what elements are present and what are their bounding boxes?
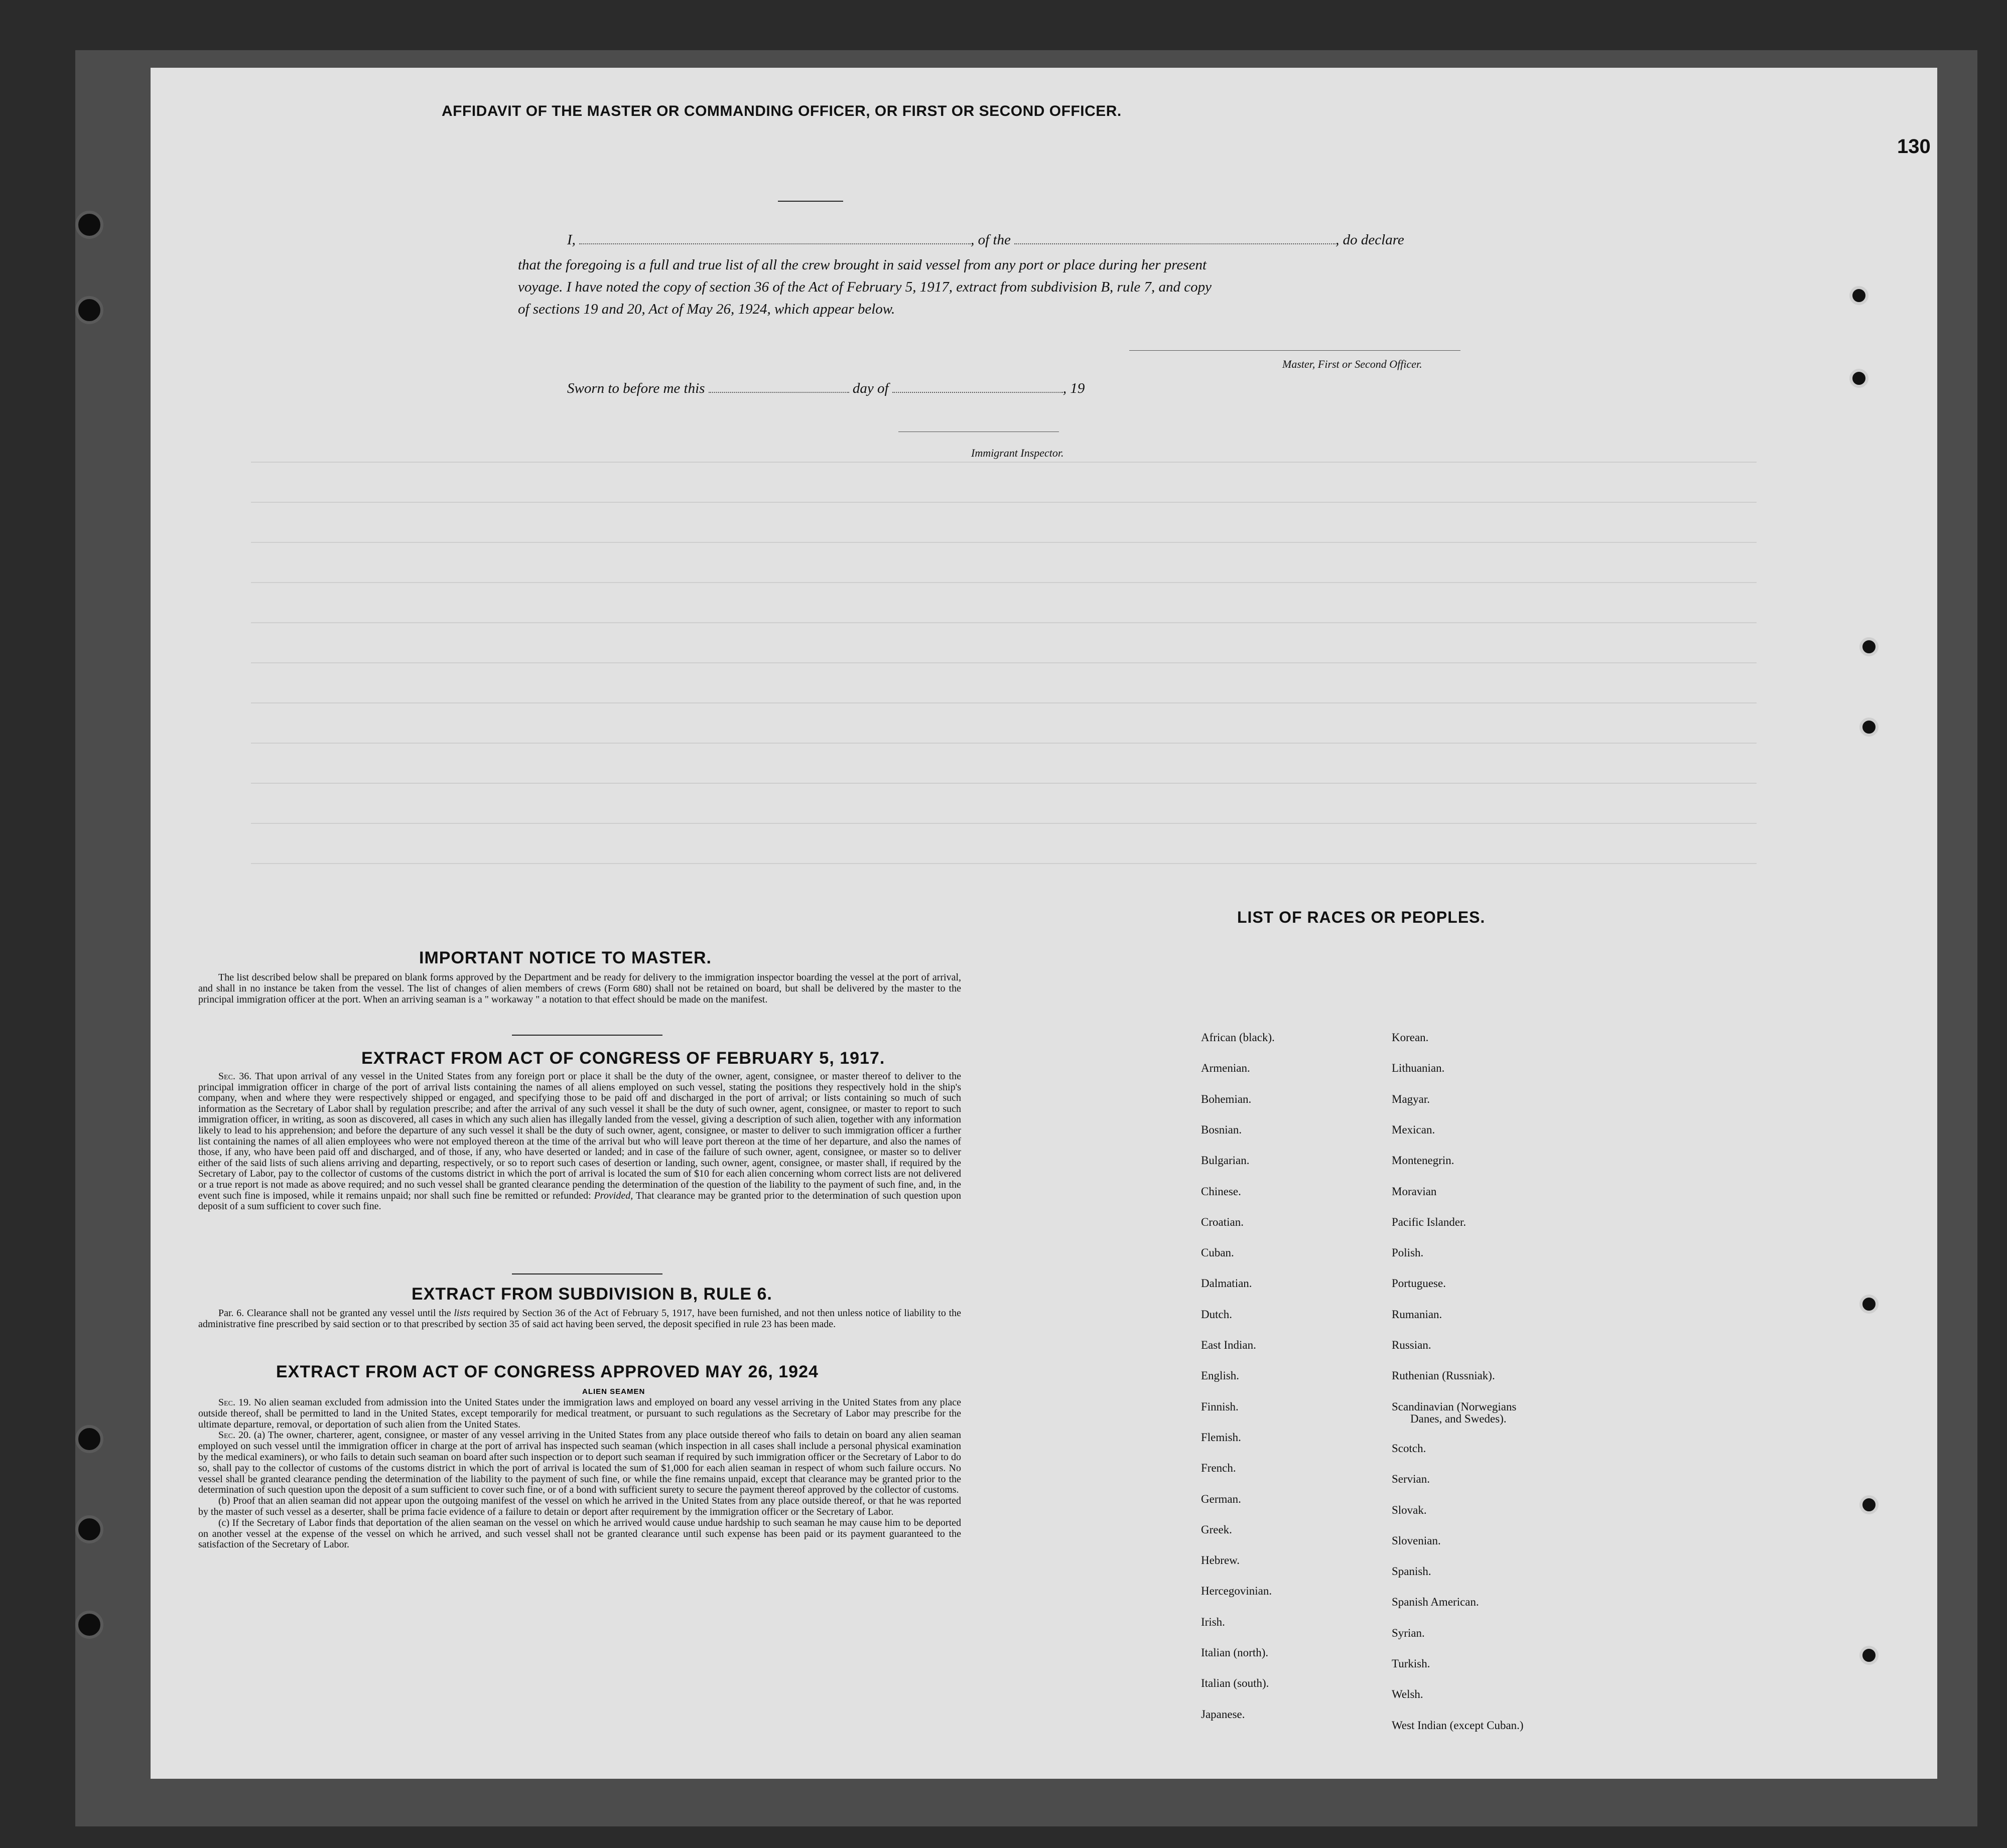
race-item: Portuguese.	[1392, 1277, 1446, 1290]
divider	[778, 201, 843, 202]
sworn-day-of: day of	[852, 380, 889, 396]
day-blank[interactable]	[709, 392, 849, 393]
bleed-through-rule	[251, 863, 1757, 864]
race-item: Mexican.	[1392, 1123, 1435, 1136]
binder-hole	[75, 1611, 103, 1639]
race-item: Ruthenian (Russniak).	[1392, 1369, 1495, 1382]
race-item: Montenegrin.	[1392, 1154, 1454, 1167]
race-item: East Indian.	[1201, 1339, 1256, 1351]
race-item: French.	[1201, 1462, 1236, 1475]
race-item: Moravian	[1392, 1185, 1437, 1198]
affidavit-of-the: , of the	[971, 232, 1011, 248]
race-item: Russian.	[1392, 1339, 1431, 1351]
affidavit-i: I,	[567, 232, 576, 248]
race-item: Japanese.	[1201, 1708, 1245, 1721]
binder-hole	[75, 211, 103, 239]
page-number: 130	[1897, 135, 1931, 158]
affidavit-line-4: of sections 19 and 20, Act of May 26, 1924, which appear below.	[518, 301, 895, 317]
extract-rule6-start: Par. 6. Clearance shall not be granted any vessel until the	[218, 1308, 451, 1319]
race-item: Hebrew.	[1201, 1554, 1240, 1567]
divider	[512, 1273, 662, 1274]
bleed-through-rule	[251, 702, 1757, 703]
race-item: Spanish American.	[1392, 1596, 1479, 1609]
race-item: Rumanian.	[1392, 1308, 1442, 1321]
affidavit-line-2: that the foregoing is a full and true list of all the crew brought in said vessel from any port or place during her present	[518, 257, 1207, 273]
sworn-line	[567, 380, 1085, 397]
race-item: Bulgarian.	[1201, 1154, 1250, 1167]
extract-rule6-title: EXTRACT FROM SUBDIVISION B, RULE 6.	[412, 1285, 772, 1304]
race-item: Slovak.	[1392, 1503, 1427, 1516]
sec20b-paragraph: (b) Proof that an alien seaman did not appear upon the outgoing manifest of the vessel on which he arrived in the United States from any place outside thereof, or that he was reported by the master of such vessel as a deserter, shall be prima facie evidence of a failure to detain or deport after requirement by the immigration officer or the Secretary of Labor.	[198, 1495, 961, 1517]
affidavit-line-1	[567, 232, 1404, 248]
affidavit-line-3: voyage. I have noted the copy of section 36 of the Act of February 5, 1917, extract from subdivision B, rule 7, and copy	[518, 279, 1212, 295]
punch-hole	[1859, 1646, 1879, 1665]
name-blank[interactable]	[579, 243, 971, 244]
race-item: Flemish.	[1201, 1431, 1241, 1444]
signature-blank[interactable]	[1129, 350, 1460, 351]
race-item: English.	[1201, 1369, 1240, 1382]
sworn-start: Sworn to before me this	[567, 380, 705, 396]
sec19-label: Sec. 19.	[218, 1397, 251, 1408]
race-item: Armenian.	[1201, 1062, 1250, 1075]
punch-hole	[1859, 718, 1879, 737]
race-item: Finnish.	[1201, 1400, 1239, 1413]
extract-rule6-text	[198, 1308, 961, 1330]
extract-1924-body	[198, 1397, 961, 1550]
race-item: Scotch.	[1392, 1442, 1426, 1455]
extract-rule6-end: required by Section 36 of the Act of February 5, 1917, have been furnished, and not then unless notice of liability to the administrative fine prescribed by said section or to that prescribed by section 35 of said act having been served, the deposit specified in rule 23 has been made.	[198, 1308, 961, 1330]
punch-hole	[1859, 637, 1879, 656]
punch-hole	[1849, 286, 1868, 305]
race-item: Korean.	[1392, 1031, 1429, 1044]
races-title: LIST OF RACES OR PEOPLES.	[1237, 908, 1486, 926]
signature-label: Master, First or Second Officer.	[1282, 358, 1422, 370]
extract-1917-text	[198, 1071, 961, 1212]
race-item: Greek.	[1201, 1523, 1232, 1536]
race-item: Slovenian.	[1392, 1534, 1441, 1547]
extract-1917-sec: Sec. 36.	[218, 1071, 252, 1082]
extract-rule6-body	[198, 1308, 961, 1330]
race-item: Turkish.	[1392, 1657, 1430, 1670]
race-item: Bohemian.	[1201, 1092, 1252, 1105]
binder-hole	[75, 1425, 103, 1453]
sec20c-paragraph: (c) If the Secretary of Labor finds that deportation of the alien seaman on the vessel on which he arrived would cause undue hardship to such seaman he may cause him to be deported on another vessel at the expense of the vessel on which he arrived, and such vessel shall not be granted clearance until such expense has been paid or its payment guaranteed to the satisfaction of the Secretary of Labor.	[198, 1517, 961, 1550]
sec19-paragraph	[198, 1397, 961, 1430]
race-item: German.	[1201, 1492, 1241, 1505]
binder-hole	[75, 1515, 103, 1543]
sec20a-text: (a) The owner, charterer, agent, consignee, or master of any vessel arriving in the United States from any place outside thereof who fails to detain on board any alien seaman employed on such vessel until the immigration officer in charge at the port of arrival has inspected such seaman (which inspection in all cases shall include a personal physical examination by the medical examiners), or who fails to detain such seaman on board after such inspection or to deport such seaman if required by such immigration officer or the Secretary of Labor to do so, shall pay to the collector of customs of the customs district in which the port of arrival is located the sum of $1,000 for each alien seaman in respect of whom such failure occurs. No vessel shall be granted clearance pending the determination of the liability to the payment of such fine, or while the fine remains unpaid, except that clearance may be granted prior to the determination of such question upon the deposit of a sum sufficient to cover such fine, or of a bond with sufficient surety to secure the payment thereof approved by the collector of customs.	[198, 1430, 961, 1496]
race-item: Polish.	[1392, 1246, 1424, 1259]
race-item: Servian.	[1392, 1473, 1430, 1486]
notice-text: The list described below shall be prepared on blank forms approved by the Department and be ready for delivery to the immigration inspector boarding the vessel at the port of arrival, and shall in no instance be taken from the vessel. The list of changes of alien members of crews (Form 680) shall not be retained on board, but shall be delivered by the master to the principal immigration officer at the port. When an arriving seaman is a " workaway " a notation to that effect should be made on the manifest.	[198, 972, 961, 1005]
race-item: Croatian.	[1201, 1215, 1244, 1228]
affidavit-title: AFFIDAVIT OF THE MASTER OR COMMANDING OFFICER, OR FIRST OR SECOND OFFICER.	[442, 103, 1122, 119]
sec20a-paragraph	[198, 1430, 961, 1496]
race-item: Irish.	[1201, 1615, 1225, 1628]
sworn-year: , 19	[1062, 380, 1085, 396]
notice-body	[198, 972, 961, 1005]
extract-1917-end: That clearance may be granted prior to the determination of such question upon deposit of a sum sufficient to cover such fine.	[198, 1190, 962, 1212]
binder-hole	[75, 296, 103, 324]
punch-hole	[1859, 1295, 1879, 1314]
bleed-through-rule	[251, 502, 1757, 503]
extract-1917-provided: Provided,	[594, 1190, 633, 1201]
race-item: Bosnian.	[1201, 1123, 1242, 1136]
bleed-through-rule	[251, 582, 1757, 583]
divider	[512, 1035, 662, 1036]
race-item: Welsh.	[1392, 1688, 1423, 1701]
race-scandinavian-cont: Danes, and Swedes).	[1410, 1412, 1507, 1425]
bleed-through-rule	[251, 823, 1757, 824]
sec19-text: No alien seaman excluded from admission into the United States under the immigration laws and employed on board any vessel arriving in the United States from any place outside thereof, shall be permitted to land in the United States, except temporarily for medical treatment, or pursuant to such regulations as the Secretary of Labor may prescribe for the ultimate departure, removal, or deportation of such alien from the United States.	[198, 1397, 961, 1430]
extract-1924-title: EXTRACT FROM ACT OF CONGRESS APPROVED MAY 26, 1924	[276, 1362, 819, 1381]
race-item: Lithuanian.	[1392, 1062, 1445, 1075]
race-item: Dutch.	[1201, 1308, 1232, 1321]
affidavit-declare: , do declare	[1335, 232, 1404, 248]
race-item: African (black).	[1201, 1031, 1275, 1044]
bleed-through-rule	[251, 622, 1757, 623]
race-item: Chinese.	[1201, 1185, 1241, 1198]
race-item: Hercegovinian.	[1201, 1585, 1272, 1598]
race-item: Pacific Islander.	[1392, 1215, 1466, 1228]
sec20-label: Sec. 20.	[218, 1430, 251, 1441]
extract-rule6-lists: lists	[454, 1308, 470, 1319]
race-item: Dalmatian.	[1201, 1277, 1252, 1290]
bleed-through-rule	[251, 542, 1757, 543]
bleed-through-rule	[251, 662, 1757, 663]
extract-1917-title: EXTRACT FROM ACT OF CONGRESS OF FEBRUARY 5, 1917.	[361, 1049, 885, 1068]
race-item: Scandinavian (Norwegians	[1392, 1400, 1517, 1413]
race-item: Italian (north).	[1201, 1646, 1269, 1659]
vessel-blank[interactable]	[1014, 243, 1335, 244]
race-item: Italian (south).	[1201, 1677, 1269, 1690]
race-item: West Indian (except Cuban.)	[1392, 1719, 1524, 1732]
bleed-through-rule	[251, 462, 1757, 463]
extract-1917-body	[198, 1071, 961, 1212]
punch-hole	[1849, 369, 1868, 388]
race-item: Cuban.	[1201, 1246, 1234, 1259]
extract-1917-main: That upon arrival of any vessel in the United States from any foreign port or place it shall be the duty of the owner, agent, consignee, or master thereof to deliver to the principal immigration officer in charge of the port of arrival lists containing the names of all aliens employed on such vessel, stating the positions they respectively hold in the ship's company, when and where they were respectively shipped or engaged, and specifying those to be paid off and discharged in the port of arrival; or lists containing so much of such information as the Secretary of Labor shall by regulation prescribe; and after the arrival of any such vessel it shall be the duty of such owner, agent, consignee, or master to report to such immigration officer, in writing, as soon as discovered, all cases in which any such alien has illegally landed from the vessel, giving a description of such alien, together with any information likely to lead to his apprehension; and before the departure of any such vessel it shall be the duty of such owner, agent, consignee, or master to deliver to such immigration officer a further list containing the names of all alien employees who were not employed thereon at the time of the arrival but who will leave port thereon at the time of her departure, and also the names of those, if any, who have been paid off and discharged, and of those, if any, who have deserted or landed; and in case of the failure of such owner, agent, consignee, or master so to deliver either of the said lists of such aliens arriving and departing, respectively, or so to report such cases of desertion or landing, such owner, agent, consignee, or master shall, if required by the Secretary of Labor, pay to the collector of customs of the customs district in which the port of arrival is located the sum of $10 for each alien concerning whom correct lists are not delivered or a true report is not made as above required; and no such vessel shall be granted clearance pending the determination of the question of the liability to the payment of such fine, and, in the event such fine is imposed, while it remains unpaid; nor shall such fine be remitted or refunded:	[198, 1071, 961, 1201]
bleed-through-rule	[251, 783, 1757, 784]
race-item: Spanish.	[1392, 1565, 1431, 1578]
extract-1924-subtitle: ALIEN SEAMEN	[582, 1387, 645, 1396]
race-item: Magyar.	[1392, 1092, 1430, 1105]
inspector-label: Immigrant Inspector.	[971, 447, 1064, 459]
notice-title: IMPORTANT NOTICE TO MASTER.	[419, 948, 712, 967]
month-blank[interactable]	[892, 392, 1063, 393]
bleed-through-rule	[251, 743, 1757, 744]
race-item: Syrian.	[1392, 1626, 1425, 1639]
punch-hole	[1859, 1495, 1879, 1514]
